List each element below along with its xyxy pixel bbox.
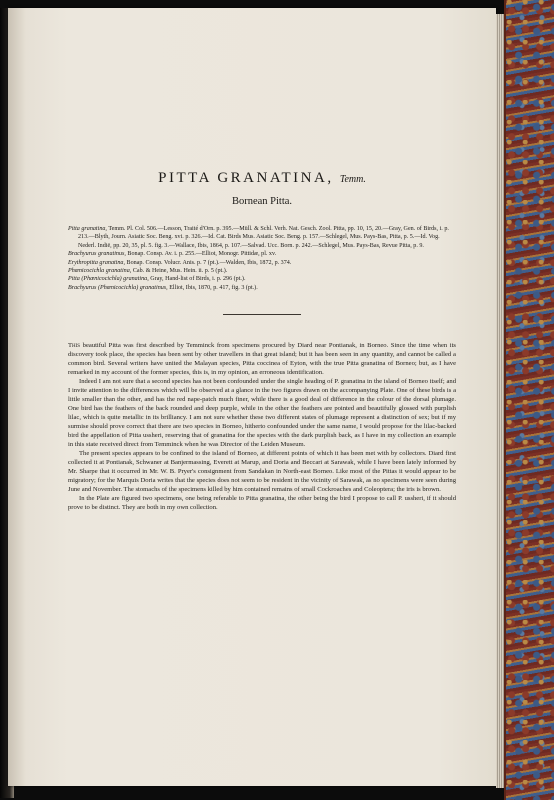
species-name: PITTA GRANATINA, [158,170,334,186]
synonymy-entry: Phœnicocichla granatina, Cab. & Heine, Mus. Hein. ii. p. 5 (pt.). [68,268,228,275]
paragraph-1: This beautiful Pitta was first described by Temminck from specimens procured by Diard near Pontianak, in Borneo. Since the time when its discovery took place, the species has been sent by other travellers in that great island; but it has been seen in any quantity, and cannot be called a common bird. Several writers have united the Malayan species, Pitta coccinea of Eyton, with the true Pitta granatina of Borneo; but, as I have remarked in my account of the former species, this is, in my opinion, an erroneous identification. [68,342,456,377]
article-body [68,341,456,512]
marbled-cover [504,0,554,800]
synonymy-entry: Pitta (Phœnicocichla) granatina, Gray, Hand-list of Birds, i. p. 296 (pt.). [68,276,246,283]
synonymy-entry: Brachyurus (Phœnicocichla) granatinus, Elliot, Ibis, 1870, p. 417, fig. 3 (pt.). [68,284,258,291]
common-name: Bornean Pitta. [231,196,293,207]
synonymy-entry: Pitta granatina, Temm. Pl. Col. 506.—Lesson, Traité d'Orn. p. 395.—Müll. & Schl. Verh. Nat. Gesch. Zool. Pitta, pp. 10, 15, 20.—Gray, Gen. of Birds, i. p. 213.—Blyth, Journ. Asiatic Soc. Beng. xvi. p. 326.—Id. Cat. Birds Mus. Asiatic Soc. Beng. p. 157.—Schlegel, Mus. Pays-Bas, Pitta, p. 5.—Id. Vog. Nederl. Indië, pp. 20, 35, pl. 5. fig. 3.—Wallace, Ibis, 1864, p. 107.—Salvad. Ucc. Born. p. 242.—Schlegel, Mus. Pays-Bas, Revue Pitta, p. 9. [68,226,449,249]
section-divider [223,314,301,315]
synonymy-entry: Erythropitta granatina, Bonap. Consp. Volucr. Anis. p. 7 (pt.).—Walden, Ibis, 1872, p. 374. [68,259,292,266]
paragraph-3: The present species appears to be confined to the island of Borneo, at different points of which it has been met with by collectors. Diard first collected it at Pontianak, Schwaner at Banjermassing, Everett at Marup, and Doria and Beccari at Sarawak, while I have been lately informed by Mr. Sharpe that it occurred in Mr. W. B. Pryer's consignment from Sandakan in North-east Borneo. Like most of the Pittas it would appear to be migratory; for the Marquis Doria writes that the species does not seem to be resident in the vicinity of Sarawak, as no specimens were seen during June and November. The stomachs of the specimens killed by him contained remains of small Cockroaches and Coleoptera; the iris is brown. [68,450,456,494]
paragraph-4: In the Plate are figured two specimens, one being referable to Pitta granatina, the other being the bird I propose to call P. ussheri, if it should prove to be distinct. They are both in my own collection. [68,495,456,512]
paragraph-2: Indeed I am not sure that a second species has not been confounded under the single heading of P. granatina in the island of Borneo itself; and I invite attention to the differences which will be observed at a glance in the two figures drawn on the accompanying Plate. One of these birds is a little smaller than the other, and has the red nape-patch much finer, while there is a good deal of difference in the colour of the dorsal plumage. One bird has the feathers of the back rounded and deep purple, while in the other the feathers are pointed and beautifully glossed with purplish lilac, which is quite metallic in its brilliancy. I am not sure whether these two different states of plumage represent a distinction of sex; but if my surmise should prove correct that there are two species in Borneo, hitherto confounded under the same name, I would propose for the lilac-backed bird the appellation of Pitta ussheri, reserving that of granatina for the species with the dark purplish back, as I have in my collection an example in this state received direct from Temminck when he was Director of the Leiden Museum. [68,378,456,449]
synonymy-list [68,225,456,292]
synonymy-entry: Brachyurus granatinus, Bonap. Consp. Av. i. p. 255.—Elliot, Monogr. Pittidæ, pl. xv. [68,251,277,258]
page-edges [496,14,504,788]
species-author: Temm. [339,174,366,185]
species-title [68,170,456,187]
page-text [68,170,456,512]
